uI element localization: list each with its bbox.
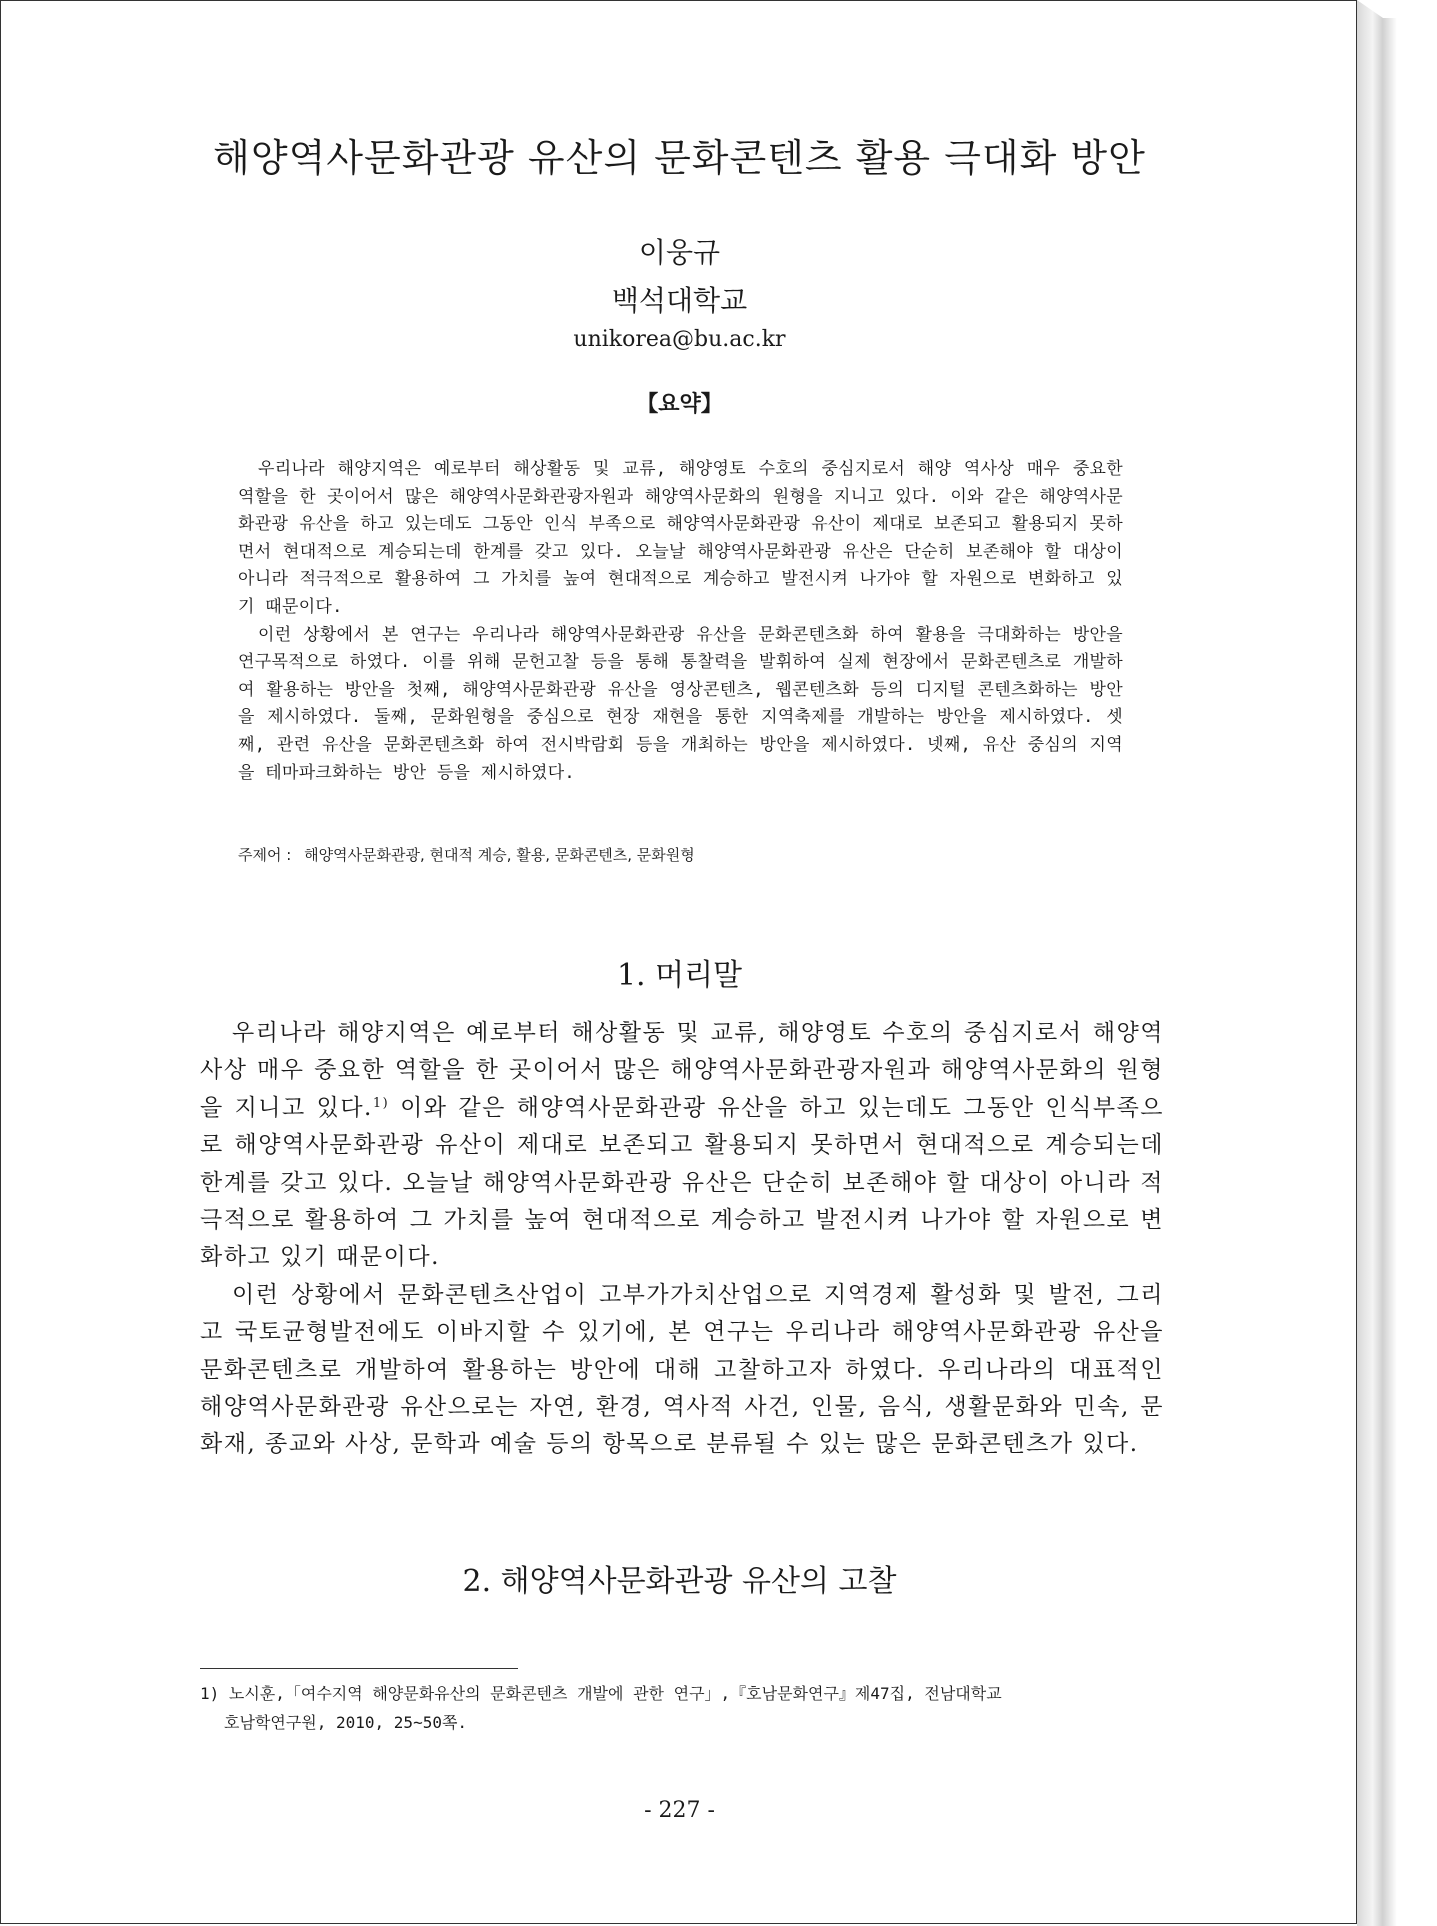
body-text: 우리나라 해양지역은 예로부터 해상활동 및 교류, 해양영토 수호의 중심지로서 해양역사상 매우 중요한 역할을 한 곳이어서 많은 해양역사문화관광자원과 해양역사문화의 원형을 지니고 있다.: [200, 1020, 1164, 1121]
footnote-ref[interactable]: 1): [372, 1095, 390, 1111]
body-paragraph: [200, 1015, 1164, 1277]
footnote-text: 1) 노시훈,「여수지역 해양문화유산의 문화콘텐츠 개발에 관한 연구」,『호남문화연구』제47집, 전남대학교: [200, 1684, 1002, 1703]
keywords-list: 해양역사문화관광, 현대적 계승, 활용, 문화콘텐츠, 문화원형: [304, 846, 695, 864]
paper-title: 해양역사문화관광 유산의 문화콘텐츠 활용 극대화 방안: [213, 136, 1146, 180]
page-edge: [1357, 0, 1383, 1926]
body-paragraph: 이런 상황에서 문화콘텐츠산업이 고부가가치산업으로 지역경제 활성화 및 발전, 그리고 국토균형발전에도 이바지할 수 있기에, 본 연구는 우리나라 해양역사문화관광 유산을 문화콘텐츠로 개발하여 활용하는 방안에 대해 고찰하고자 하였다. 우리나라의 대표적인 해양역사문화관광 유산으로는 자연, 환경, 역사적 사건, 인물, 음식, 생활문화와 민속, 문화재, 종교와 사상, 문학과 예술 등의 항목으로 분류될 수 있는 많은 문화콘텐츠가 있다.: [200, 1281, 1164, 1458]
page-shadow: [1383, 18, 1397, 1926]
abstract-paragraph: 우리나라 해양지역은 예로부터 해상활동 및 교류, 해양영토 수호의 중심지로서 해양 역사상 매우 중요한 역할을 한 곳이어서 많은 해양역사문화관광자원과 해양역사문화의 원형을 지니고 있다. 이와 같은 해양역사문화관광 유산을 하고 있는데도 그동안 인식 부족으로 해양역사문화관광 유산이 제대로 보존되고 활용되지 못하면서 현대적으로 계승되는데 한계를 갖고 있다. 오늘날 해양역사문화관광 유산은 단순히 보존해야 할 대상이 아니라 적극적으로 활용하여 그 가치를 높여 현대적으로 계승하고 발전시켜 나가야 할 자원으로 변화하고 있기 때문이다.: [238, 459, 1123, 617]
footnote-divider: [200, 1668, 518, 1669]
keywords-label: 주제어 :: [238, 846, 292, 864]
author-email: unikorea@bu.ac.kr: [573, 327, 786, 352]
section-body: [200, 1015, 1164, 1464]
footnote: [200, 1679, 1164, 1737]
author-affiliation: 백석대학교: [611, 284, 748, 317]
keywords: [238, 844, 695, 865]
abstract: [238, 456, 1123, 787]
section-heading: 2. 해양역사문화관광 유산의 고찰: [462, 1564, 897, 1599]
abstract-heading: 【요약】: [636, 391, 723, 417]
page-number: - 227 -: [644, 1798, 715, 1823]
author-name: 이웅규: [638, 236, 721, 269]
footnote-text: 호남학연구원, 2010, 25~50쪽.: [224, 1713, 468, 1732]
section-heading: 1. 머리말: [616, 958, 743, 993]
abstract-paragraph: 이런 상황에서 본 연구는 우리나라 해양역사문화관광 유산을 문화콘텐츠화 하여 활용을 극대화하는 방안을 연구목적으로 하였다. 이를 위해 문헌고찰 등을 통해 통찰력을 발휘하여 실제 현장에서 문화콘텐츠로 개발하여 활용하는 방안을 첫째, 해양역사문화관광 유산을 영상콘텐츠, 웹콘텐츠화 등의 디지털 콘텐츠화하는 방안을 제시하였다. 둘째, 문화원형을 중심으로 현장 재현을 통한 지역축제를 개발하는 방안을 제시하였다. 셋째, 관련 유산을 문화콘텐츠화 하여 전시박람회 등을 개최하는 방안을 제시하였다. 넷째, 유산 중심의 지역을 테마파크화하는 방안 등을 제시하였다.: [238, 624, 1123, 783]
body-text: 이와 같은 해양역사문화관광 유산을 하고 있는데도 그동안 인식부족으로 해양역사문화관광 유산이 제대로 보존되고 활용되지 못하면서 현대적으로 계승되는데 한계를 갖고 있다. 오늘날 해양역사문화관광 유산은 단순히 보존해야 할 대상이 아니라 적극적으로 활용하여 그 가치를 높여 현대적으로 계승하고 발전시켜 나가야 할 자원으로 변화하고 있기 때문이다.: [200, 1094, 1165, 1271]
